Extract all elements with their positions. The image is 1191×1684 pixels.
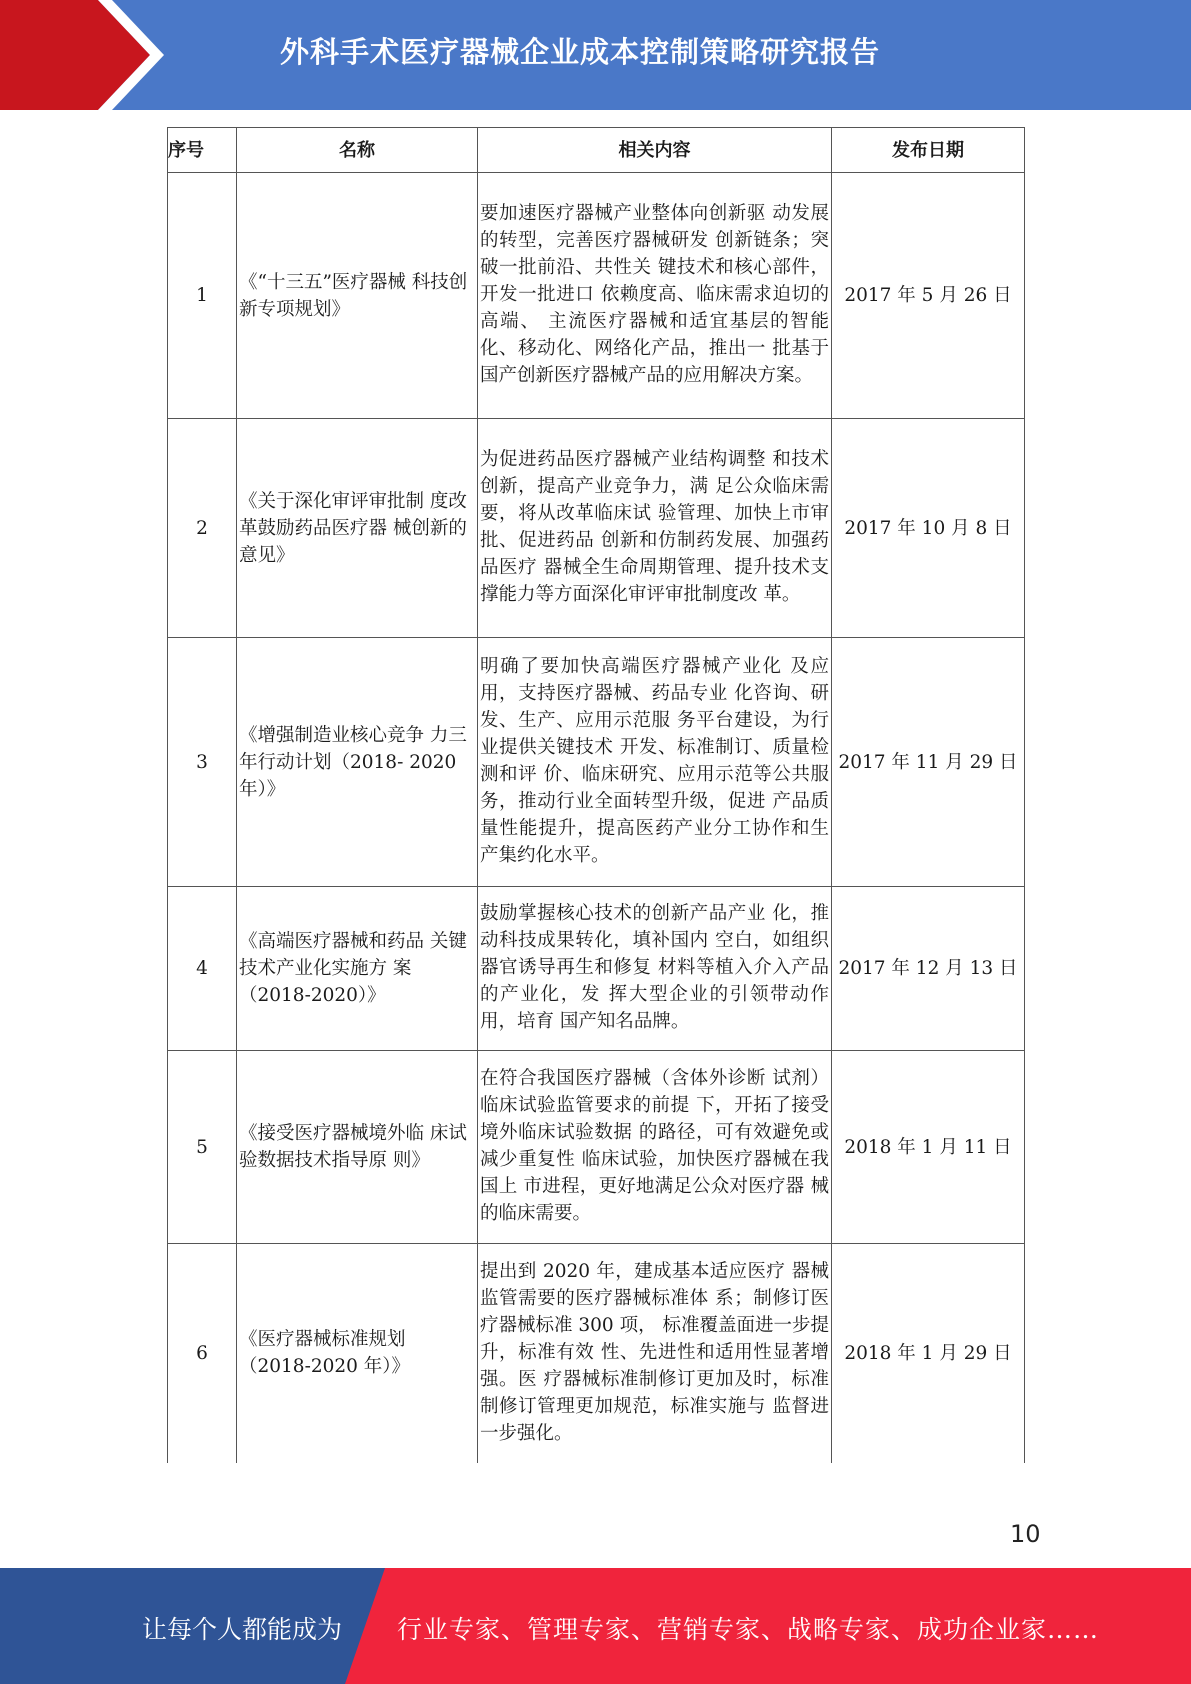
header-arrow-graphic	[0, 0, 170, 110]
policy-content: 在符合我国医疗器械（含体外诊断 试剂）临床试验监管要求的前提 下，开拓了接受境外临床试验数据 的路径，可有效避免或减少重复性 临床试验，加快医疗器械在我国上 市进程，更好地满足公众对医疗器 械的临床需要。	[478, 1051, 832, 1244]
row-number: 6	[168, 1244, 237, 1463]
page-footer	[0, 1568, 1191, 1684]
release-date: 2017 年 11 月 29 日	[832, 638, 1025, 887]
release-date: 2018 年 1 月 11 日	[832, 1051, 1025, 1244]
policy-content: 提出到 2020 年，建成基本适应医疗 器械监管需要的医疗器械标准体 系；制修订医疗器械标准 300 项， 标准覆盖面进一步提升，标准有效 性、先进性和适用性显著增强。医 疗器械标准制修订更加及时，标准 制修订管理更加规范，标准实施与 监督进一步强化。	[478, 1244, 832, 1463]
row-number: 2	[168, 419, 237, 638]
page-header	[0, 0, 1191, 110]
policy-content: 要加速医疗器械产业整体向创新驱 动发展的转型，完善医疗器械研发 创新链条；突破一批前沿、共性关 键技术和核心部件，开发一批进口 依赖度高、临床需求迫切的高端、 主流医疗器械和适宜基层的智能 化、移动化、网络化产品，推出一 批基于国产创新医疗器械产品的应用解决方案。	[478, 173, 832, 419]
policy-name: 《接受医疗器械境外临 床试验数据技术指导原 则》	[237, 1051, 478, 1244]
table-row	[168, 1051, 1025, 1244]
footer-slogan-left: 让每个人都能成为	[142, 1615, 343, 1644]
row-number: 1	[168, 173, 237, 419]
column-header-date: 发布日期	[832, 128, 1025, 173]
row-number: 3	[168, 638, 237, 887]
row-number: 4	[168, 887, 237, 1051]
page-title: 外科手术医疗器械企业成本控制策略研究报告	[280, 35, 881, 69]
policy-content: 明确了要加快高端医疗器械产业化 及应用，支持医疗器械、药品专业 化咨询、研发、生产、应用示范服 务平台建设，为行业提供关键技术 开发、标准制订、质量检测和评 价、临床研究、应用示范等公共服 务，推动行业全面转型升级，促进 产品质量性能提升，提高医药产业分工协作和生产集约化水平。	[478, 638, 832, 887]
page-number: 10	[1010, 1520, 1041, 1548]
footer-slogan-right: 行业专家、管理专家、营销专家、战略专家、成功企业家……	[397, 1615, 1100, 1644]
table-header-row	[168, 128, 1025, 173]
policy-table	[167, 127, 1025, 1463]
policy-content: 鼓励掌握核心技术的创新产品产业 化，推动科技成果转化，填补国内 空白，如组织器官诱导再生和修复 材料等植入介入产品的产业化，发 挥大型企业的引领带动作用，培育 国产知名品牌。	[478, 887, 832, 1051]
release-date: 2017 年 10 月 8 日	[832, 419, 1025, 638]
table-row	[168, 419, 1025, 638]
table-row	[168, 173, 1025, 419]
policy-name: 《增强制造业核心竞争 力三年行动计划（2018- 2020 年）》	[237, 638, 478, 887]
policy-content: 为促进药品医疗器械产业结构调整 和技术创新，提高产业竞争力，满 足公众临床需要，将从改革临床试 验管理、加快上市审批、促进药品 创新和仿制药发展、加强药品医疗 器械全生命周期管理、提升技术支 撑能力等方面深化审评审批制度改 革。	[478, 419, 832, 638]
column-header-no: 序号	[168, 128, 237, 173]
column-header-content: 相关内容	[478, 128, 832, 173]
table-row	[168, 1244, 1025, 1463]
release-date: 2017 年 12 月 13 日	[832, 887, 1025, 1051]
policy-name: 《关于深化审评审批制 度改革鼓励药品医疗器 械创新的意见》	[237, 419, 478, 638]
row-number: 5	[168, 1051, 237, 1244]
release-date: 2017 年 5 月 26 日	[832, 173, 1025, 419]
policy-name: 《医疗器械标准规划（2018-2020 年）》	[237, 1244, 478, 1463]
release-date: 2018 年 1 月 29 日	[832, 1244, 1025, 1463]
table-row	[168, 887, 1025, 1051]
policy-name: 《“十三五”医疗器械 科技创新专项规划》	[237, 173, 478, 419]
table-row	[168, 638, 1025, 887]
column-header-name: 名称	[237, 128, 478, 173]
policy-name: 《高端医疗器械和药品 关键技术产业化实施方 案（2018-2020）》	[237, 887, 478, 1051]
